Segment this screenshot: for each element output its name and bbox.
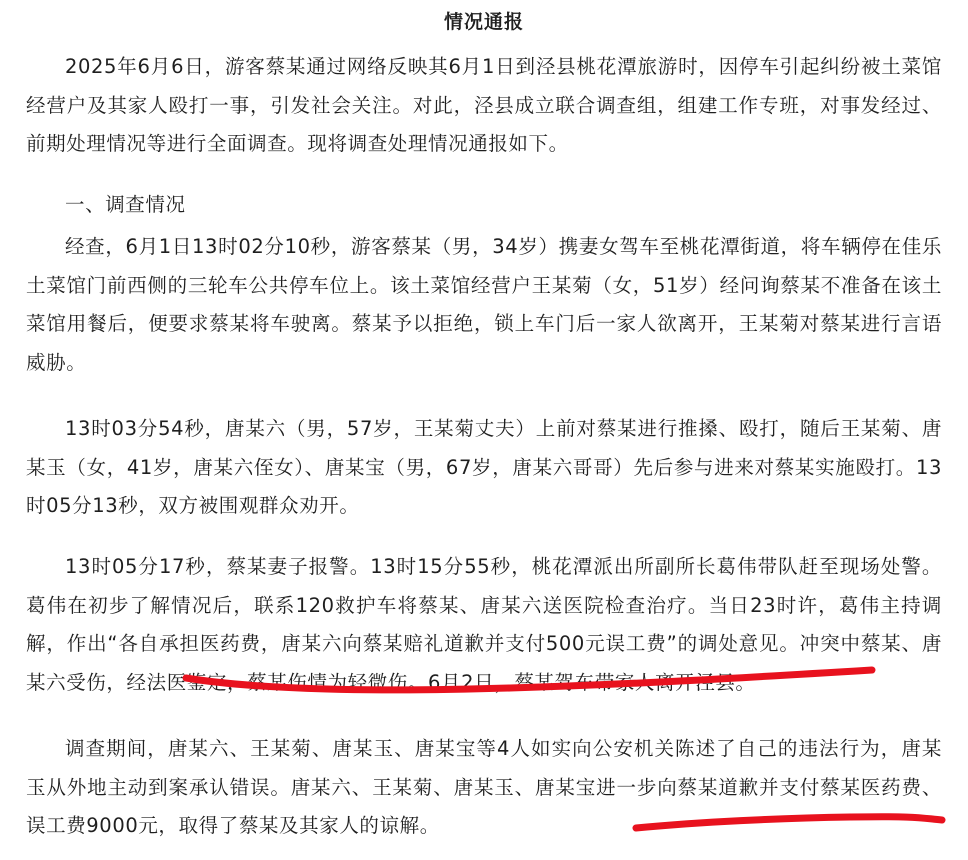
paragraph-intro: 2025年6月6日，游客蔡某通过网络反映其6月1日到泾县桃花潭旅游时，因停车引起纠纷被土菜馆经营户及其家人殴打一事，引发社会关注。对此，泾县成立联合调查组，组建工作专班，对事发经过、前期处理情况等进行全面调查。现将调查处理情况通报如下。 bbox=[26, 55, 942, 155]
page-title: 情况通报 bbox=[443, 11, 524, 33]
paragraph-investigation-findings: 经查，6月1日13时02分10秒，游客蔡某（男，34岁）携妻女驾车至桃花潭街道，将车辆停在佳乐土菜馆门前西侧的三轮车公共停车位上。该土菜馆经营户王某菊（女，51岁）经问询蔡某不准备在该土菜馆用餐后，便要求蔡某将车驶离。蔡某予以拒绝，锁上车门后一家人欲离开，王某菊对蔡某进行言语威胁。 bbox=[26, 235, 942, 374]
paragraph-police-response: 13时05分17秒，蔡某妻子报警。13时15分55秒，桃花潭派出所副所长葛伟带队赶至现场处警。葛伟在初步了解情况后，联系120救护车将蔡某、唐某六送医院检查治疗。当日23时许，葛伟主持调解，作出“各自承担医药费，唐某六向蔡某赔礼道歉并支付500元误工费”的调处意见。冲突中蔡某、唐某六受伤，经法医鉴定，蔡某伤情为轻微伤。6月2日，蔡某驾车带家人离开泾县。 bbox=[26, 555, 942, 694]
paragraph-assault-details: 13时03分54秒，唐某六（男，57岁，王某菊丈夫）上前对蔡某进行推搡、殴打，随后王某菊、唐某玉（女，41岁，唐某六侄女）、唐某宝（男，67岁，唐某六哥哥）先后参与进来对蔡某实施殴打。13时05分13秒，双方被围观群众劝开。 bbox=[26, 417, 942, 517]
section-heading-investigation: 一、调查情况 bbox=[65, 193, 186, 216]
paragraph-reconciliation: 调查期间，唐某六、王某菊、唐某玉、唐某宝等4人如实向公安机关陈述了自己的违法行为，唐某玉从外地主动到案承认错误。唐某六、王某菊、唐某玉、唐某宝进一步向蔡某道歉并支付蔡某医药费、误工费9000元，取得了蔡某及其家人的谅解。 bbox=[26, 737, 942, 837]
